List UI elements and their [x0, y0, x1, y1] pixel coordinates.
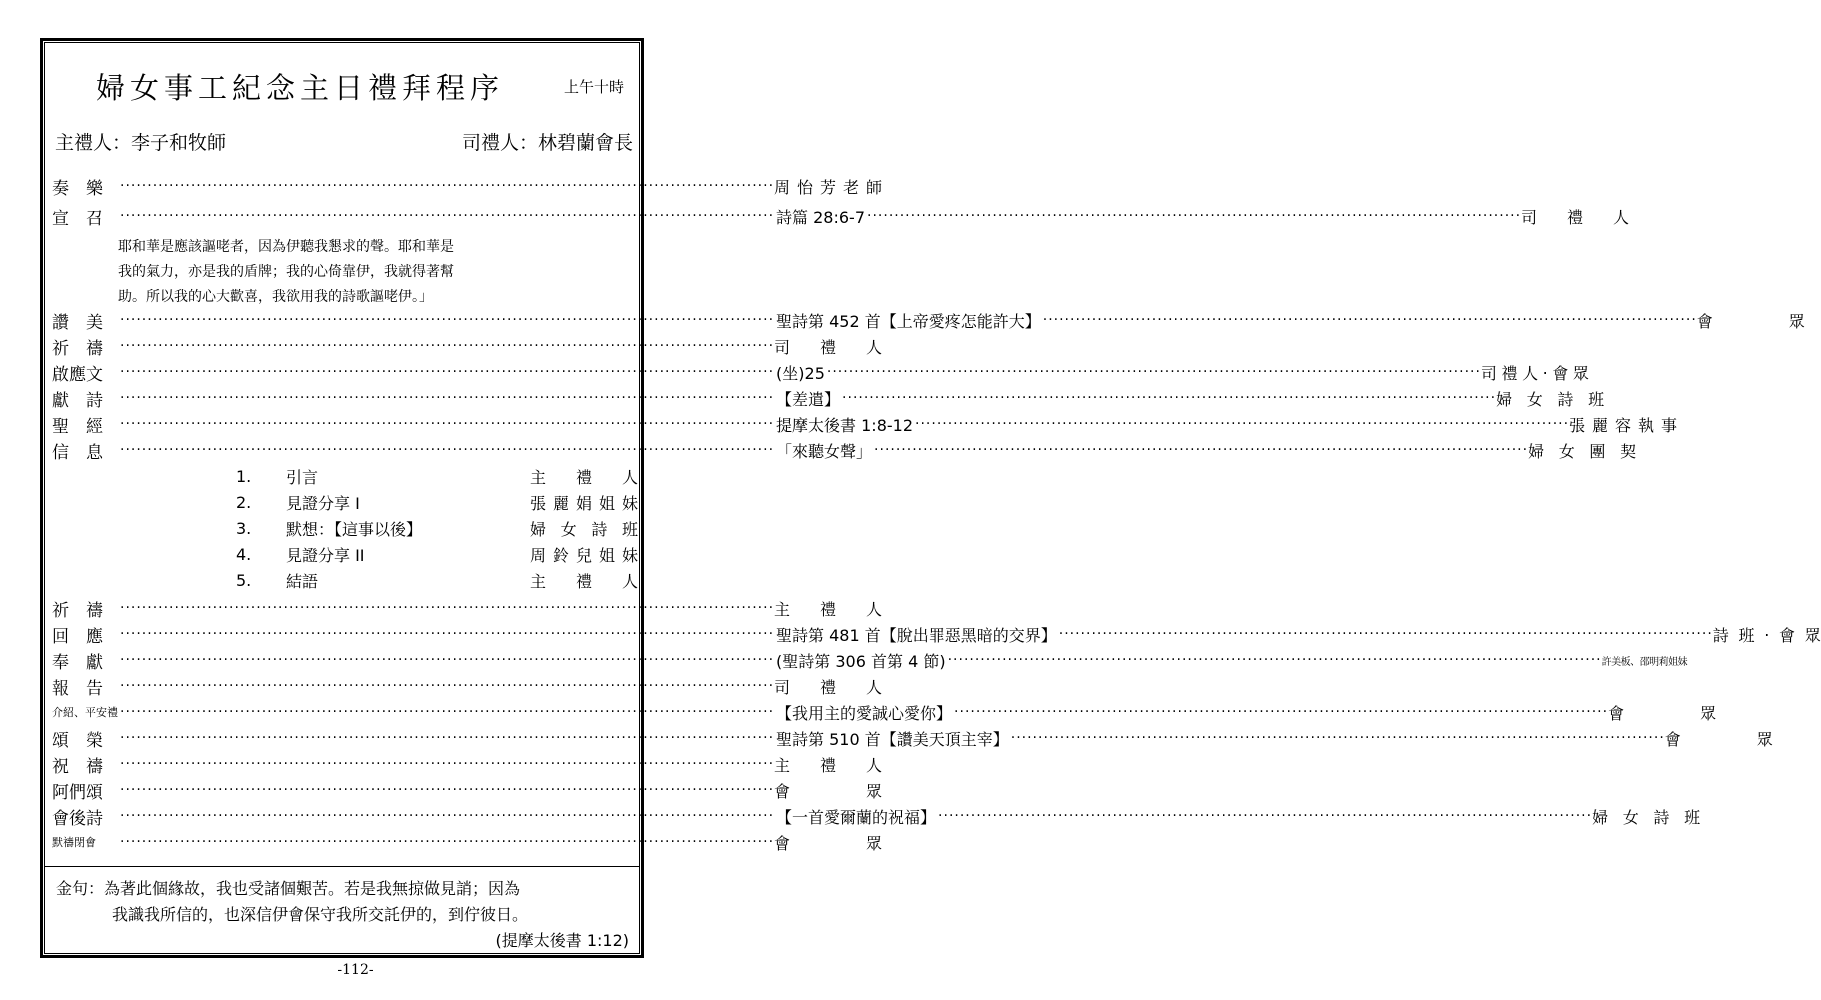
leader-dots: ························································································································ — [120, 834, 775, 850]
leader-dots: ························································································································ — [842, 390, 1497, 406]
program-detail: 聖詩第 452 首【上帝愛疼怎能許大】 — [776, 311, 1041, 331]
call-to-worship-line: 耶和華是應該謳咾者，因為伊聽我懇求的聲。耶和華是 — [118, 239, 454, 255]
program-leader: 婦女團契 — [1528, 441, 1637, 461]
message-part-num: 3. — [236, 518, 252, 538]
leader-dots: ························································································································ — [120, 782, 775, 798]
program-leader: 婦女詩班 — [1592, 807, 1701, 827]
program-row — [52, 307, 1805, 333]
program-leader: 會眾 — [1608, 703, 1717, 723]
program-item: 宣 召 — [52, 208, 103, 229]
program-detail: 【一首愛爾蘭的祝福】 — [776, 807, 937, 827]
leader-dots: ························································································································ — [120, 312, 775, 328]
message-part-who: 婦女詩班 — [530, 519, 638, 539]
program-detail: 詩篇 28:6-7 — [776, 207, 866, 227]
leader-dots: ························································································································ — [915, 416, 1570, 432]
program-detail: (聖詩第 306 首第 4 節) — [776, 651, 946, 671]
program-row — [52, 803, 1701, 829]
program-leader: 司禮人‧會眾 — [1480, 363, 1589, 383]
call-to-worship-line: 助。所以我的心大歡喜，我欲用我的詩歌謳咾伊。」 — [118, 289, 433, 305]
divider — [44, 866, 640, 867]
leader-dots: ························································································································ — [120, 364, 775, 380]
program-row — [52, 173, 883, 199]
call-to-worship-line: 我的氣力，亦是我的盾牌；我的心倚靠伊，我就得著幫 — [118, 264, 454, 280]
leader-dots: ························································································································ — [120, 730, 775, 746]
message-part-who: 主禮人 — [530, 467, 638, 487]
leader-dots: ························································································································ — [120, 390, 775, 406]
leader-dots: ························································································································ — [120, 808, 775, 824]
program-item: 阿們頌 — [52, 782, 103, 803]
program-item: 回 應 — [52, 626, 103, 647]
program-item: 頌 榮 — [52, 730, 103, 751]
golden-verse-ref: (提摩太後書 1:12) — [495, 931, 629, 950]
service-time: 上午十時 — [564, 78, 625, 96]
leader-dots: ························································································································ — [867, 208, 1522, 224]
program-leader: 會眾 — [774, 781, 883, 801]
message-part-who: 張麗娟姐妹 — [530, 493, 638, 513]
program-leader: 主禮人 — [774, 599, 883, 619]
program-item: 報 告 — [52, 678, 103, 699]
leader-dots: ························································································································ — [947, 652, 1602, 668]
program-leader: 周怡芳老師 — [774, 177, 883, 197]
program-row — [52, 621, 1821, 647]
page-title: 婦女事工紀念主日禮拜程序 — [96, 71, 505, 105]
program-item: 獻 詩 — [52, 390, 103, 411]
program-item: 奏 樂 — [52, 178, 103, 199]
program-detail: 提摩太後書 1:8-12 — [776, 415, 914, 435]
leader-dots: ························································································································ — [874, 442, 1529, 458]
program-leader: 詩班‧會眾 — [1712, 625, 1821, 645]
program-item: 會後詩 — [52, 808, 103, 829]
leader-dots: ························································································································ — [120, 756, 775, 772]
program-detail: 「來聽女聲」 — [776, 441, 873, 461]
program-leader: 司禮人 — [1521, 207, 1630, 227]
program-row — [52, 673, 883, 699]
message-part — [236, 541, 638, 567]
program-leader: 許美板、邵明莉姐妹 — [1601, 656, 1688, 668]
leader-dots: ························································································································ — [120, 626, 775, 642]
program-leader: 司禮人 — [774, 337, 883, 357]
program-item: 奉 獻 — [52, 652, 103, 673]
leader-dots: ························································································································ — [120, 178, 775, 194]
program-row — [52, 725, 1773, 751]
leader-dots: ························································································································ — [120, 600, 775, 616]
program-row — [52, 437, 1637, 463]
program-detail: 聖詩第 510 首【讚美天頂主宰】 — [776, 729, 1009, 749]
leader-dots: ························································································································ — [120, 704, 775, 720]
leader-dots: ························································································································ — [826, 364, 1481, 380]
leader-dots: ························································································································ — [954, 704, 1609, 720]
program-detail: (坐)25 — [776, 363, 825, 383]
leader-dots: ························································································································ — [120, 442, 775, 458]
program-leader: 張麗容執事 — [1569, 415, 1678, 435]
program-row — [52, 699, 1717, 725]
program-leader: 會眾 — [774, 833, 883, 853]
leader-dots: ························································································································ — [120, 338, 775, 354]
message-part-label: 默想：【這事以後】 — [286, 519, 423, 539]
program-leader: 會眾 — [1664, 729, 1773, 749]
program-item: 讚 美 — [52, 312, 103, 333]
program-detail: 聖詩第 481 首【脫出罪惡黑暗的交界】 — [776, 625, 1057, 645]
program-item: 祈 禱 — [52, 338, 103, 359]
leader-dots: ························································································································ — [120, 652, 775, 668]
program-leader: 主禮人 — [774, 755, 883, 775]
page-number: -112- — [337, 962, 374, 978]
message-part-who: 主禮人 — [530, 571, 638, 591]
program-item: 默禱閉會 — [52, 836, 96, 849]
program-item: 信 息 — [52, 442, 103, 463]
presider: 主禮人：李子和牧師 — [55, 132, 227, 154]
leader-dots: ························································································································ — [938, 808, 1593, 824]
message-part-num: 5. — [236, 570, 252, 590]
program-row — [52, 751, 883, 777]
program-item: 祝 禱 — [52, 756, 103, 777]
program-row — [52, 203, 1630, 229]
program-row — [52, 411, 1678, 437]
program-item: 聖 經 — [52, 416, 103, 437]
message-part — [236, 567, 638, 593]
program-detail: 【我用主的愛誠心愛你】 — [776, 703, 953, 723]
message-part-label: 引言 — [286, 467, 319, 487]
message-part — [236, 515, 638, 541]
leader-dots: ························································································································ — [120, 208, 775, 224]
message-part-num: 2. — [236, 492, 252, 512]
leader-dots: ························································································································ — [1042, 312, 1697, 328]
message-part-num: 1. — [236, 466, 252, 486]
golden-verse-line2: 我識我所信的，也深信伊會保守我所交託伊的，到佇彼日。 — [112, 905, 529, 924]
leader-dots: ························································································································ — [120, 678, 775, 694]
message-part-label: 見證分享 I — [286, 493, 360, 513]
program-row — [52, 829, 883, 855]
program-leader: 司禮人 — [774, 677, 883, 697]
program-row — [52, 333, 883, 359]
program-item: 啟應文 — [52, 364, 103, 385]
program-item: 祈 禱 — [52, 600, 103, 621]
program-row — [52, 385, 1605, 411]
message-part-num: 4. — [236, 544, 252, 564]
golden-verse-line1: 金句：為著此個緣故，我也受諸個艱苦。若是我無掠做見誚；因為 — [56, 879, 521, 898]
leader-dots: ························································································································ — [1010, 730, 1665, 746]
program-item: 介紹、平安禮 — [52, 706, 118, 719]
program-leader: 會眾 — [1696, 311, 1805, 331]
message-part-who: 周鈴兒姐妹 — [530, 545, 638, 565]
program-row — [52, 647, 1688, 673]
program-row — [52, 777, 883, 803]
program-leader: 婦女詩班 — [1496, 389, 1605, 409]
program-detail: 【差遣】 — [776, 389, 841, 409]
leader-dots: ························································································································ — [1058, 626, 1713, 642]
message-part-label: 見證分享 II — [286, 545, 365, 565]
emcee: 司禮人：林碧蘭會長 — [461, 132, 633, 154]
leader-dots: ························································································································ — [120, 416, 775, 432]
message-part — [236, 489, 638, 515]
message-part-label: 結語 — [286, 571, 319, 591]
message-part — [236, 463, 638, 489]
program-row — [52, 595, 883, 621]
program-row — [52, 359, 1589, 385]
